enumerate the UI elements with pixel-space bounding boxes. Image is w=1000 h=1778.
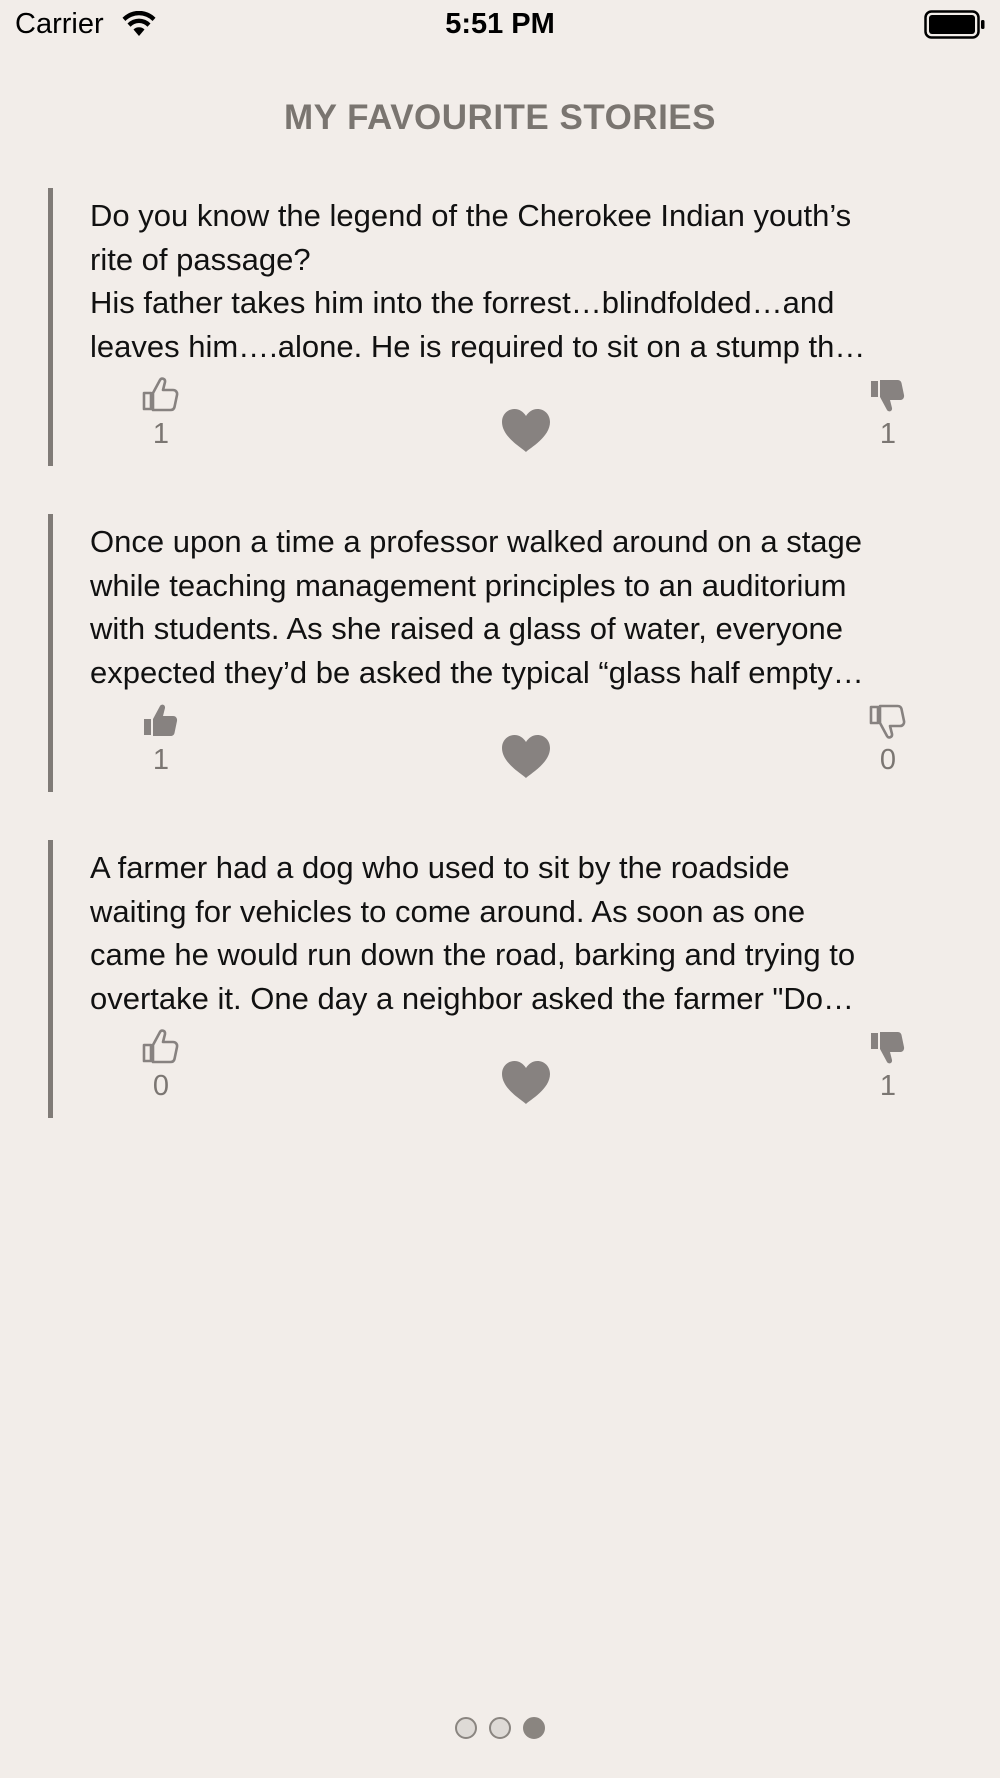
like-button[interactable] xyxy=(126,376,196,451)
favourite-button[interactable] xyxy=(498,406,554,461)
dislike-count: 1 xyxy=(879,418,897,450)
page-indicator[interactable] xyxy=(0,1717,1000,1744)
carrier-label: Carrier xyxy=(15,8,104,40)
dislike-button[interactable] xyxy=(853,1028,923,1103)
dislike-count: 0 xyxy=(879,744,897,776)
favourite-button[interactable] xyxy=(498,1058,554,1113)
page-dot-1[interactable] xyxy=(455,1717,477,1739)
story-card[interactable] xyxy=(48,840,965,1118)
thumbs-up-icon xyxy=(141,702,181,740)
thumbs-up-icon xyxy=(141,376,181,414)
page-title: MY FAVOURITE STORIES xyxy=(283,98,717,137)
heart-icon xyxy=(498,1058,554,1108)
page-dot-2[interactable] xyxy=(489,1717,511,1739)
heart-icon xyxy=(498,406,554,456)
thumbs-down-icon xyxy=(868,1028,908,1066)
heart-icon xyxy=(498,732,554,782)
like-button[interactable] xyxy=(126,702,196,777)
like-count: 1 xyxy=(152,744,170,776)
thumbs-down-icon xyxy=(868,702,908,740)
story-text[interactable]: Do you know the legend of the Cherokee Indian youth’s rite of passage? His father takes him into the forrest…blindfolded…and leaves him….alone. He is required to sit on a stump th… xyxy=(90,198,866,364)
like-count: 0 xyxy=(152,1070,170,1102)
thumbs-up-icon xyxy=(141,1028,181,1066)
status-time: 5:51 PM xyxy=(445,8,555,40)
like-count: 1 xyxy=(152,418,170,450)
dislike-button[interactable] xyxy=(853,702,923,777)
story-card[interactable] xyxy=(48,188,965,466)
battery-icon xyxy=(924,10,986,40)
status-bar xyxy=(0,0,1000,52)
page-dot-3[interactable] xyxy=(523,1717,545,1739)
story-card[interactable] xyxy=(48,514,965,792)
like-button[interactable] xyxy=(126,1028,196,1103)
dislike-button[interactable] xyxy=(853,376,923,451)
story-text[interactable]: A farmer had a dog who used to sit by the roadside waiting for vehicles to come around. As soon as one came he would run down the road, barking and trying to overtake it. One day a neighbor asked the farmer "Do… xyxy=(90,850,856,1016)
thumbs-down-icon xyxy=(868,376,908,414)
dislike-count: 1 xyxy=(879,1070,897,1102)
favourite-button[interactable] xyxy=(498,732,554,787)
story-text[interactable]: Once upon a time a professor walked around on a stage while teaching management principles to an auditorium with students. As she raised a glass of water, everyone expected they’d be asked the typical “glass half empty… xyxy=(90,524,864,690)
